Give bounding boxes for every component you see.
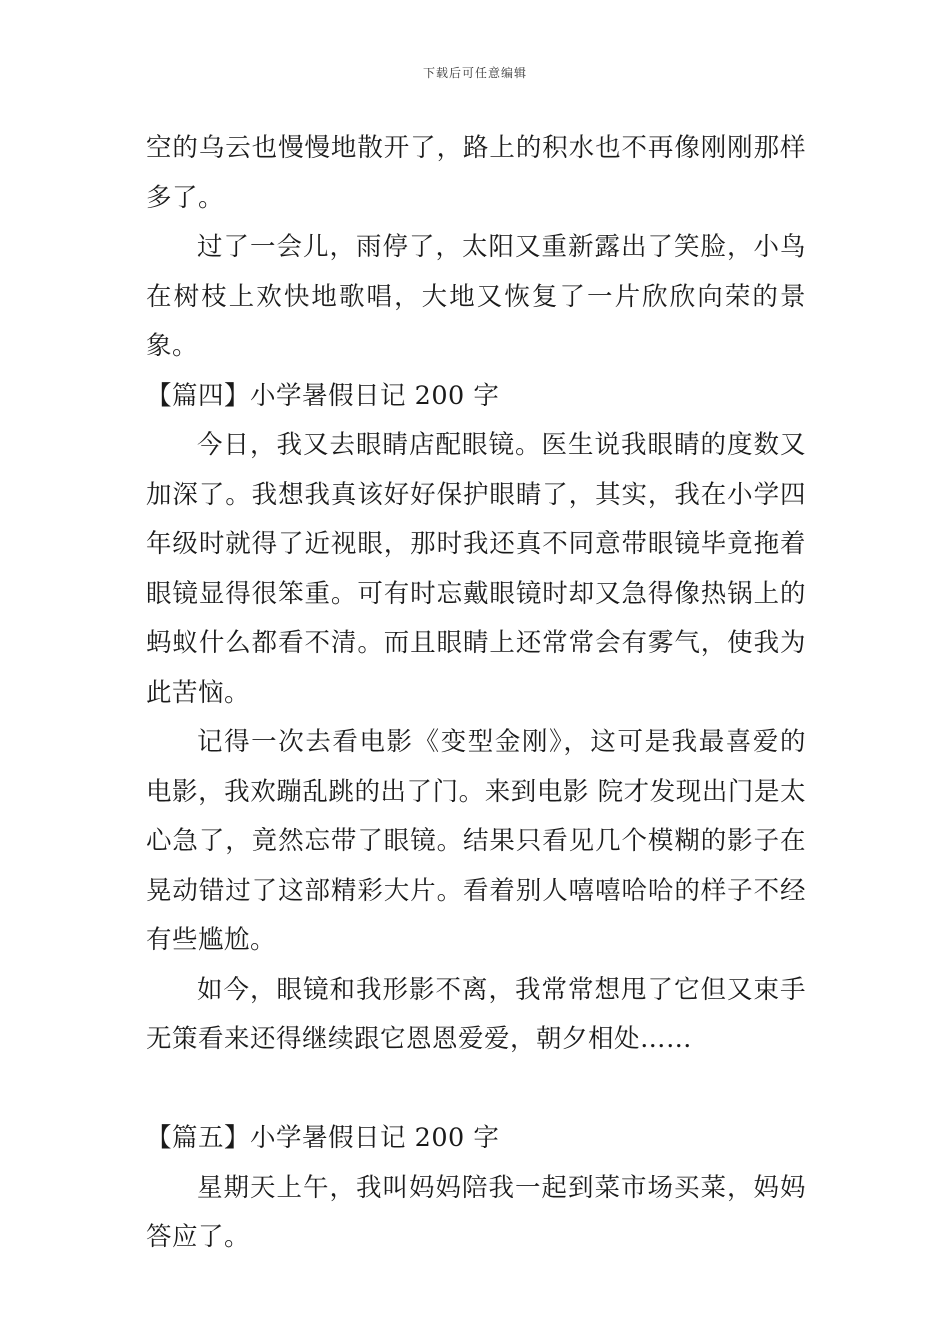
section-heading-4: 【篇四】小学暑假日记 200 字: [146, 380, 500, 411]
paragraph: 如今，眼镜和我形影不离，我常常想甩了它但又束手无策看来还得继续跟它恩恩爱爱，朝夕相处……: [146, 974, 806, 1054]
header-note: 下载后可任意编辑: [422, 66, 527, 80]
paragraph-continued: 空的乌云也慢慢地散开了，路上的积水也不再像刚刚那样多了。: [146, 133, 806, 213]
section-heading-5: 【篇五】小学暑假日记 200 字: [146, 1123, 500, 1153]
paragraph: 今日，我又去眼睛店配眼镜。医生说我眼睛的度数又加深了。我想我真该好好保护眼睛了，其实，我在小学四年级时就得了近视眼，那时我还真不同意带眼镜毕竟拖着眼镜显得很笨重。可有时忘戴眼镜时却又急得像热锅上的蚂蚁什么都看不清。而且眼睛上还常常会有雾气，使我为此苦恼。: [146, 430, 806, 708]
blank-line: [146, 1065, 806, 1115]
paragraph: 过了一会儿，雨停了，太阳又重新露出了笑脸，小鸟在树枝上欢快地歌唱，大地又恢复了一片欣欣向荣的景象。: [146, 232, 806, 361]
document-body: [146, 124, 806, 1263]
paragraph: 星期天上午，我叫妈妈陪我一起到菜市场买菜，妈妈答应了。: [146, 1172, 806, 1252]
paragraph: 记得一次去看电影《变型金刚》，这可是我最喜爱的电影，我欢蹦乱跳的出了门。来到电影 院才发现出门是太心急了，竟然忘带了眼镜。结果只看见几个模糊的影子在晃动错过了这部精彩大片。看着别人嘻嘻哈哈的样子不经有些尴尬。: [146, 727, 806, 955]
